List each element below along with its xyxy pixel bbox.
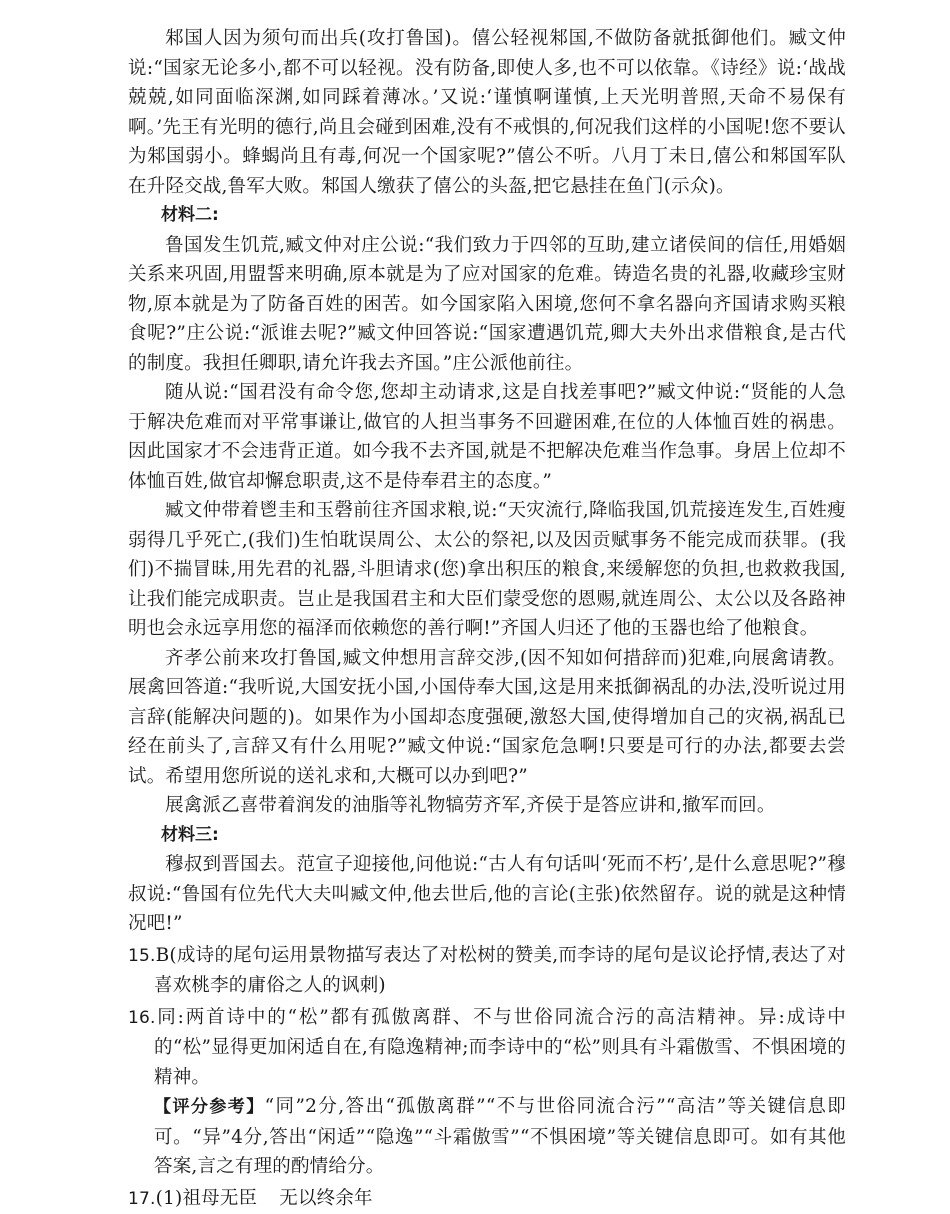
scoring-reference-text: “同”2分,答出“孤傲离群”“不与世俗同流合污”“高洁”等关键信息即可。“异”4分,答出“闲适”“隐逸”“斗霜傲雪”“不惧困境”等关键信息即可。如有其他答案,言之有理的酌情给分。 <box>154 1096 846 1177</box>
answer-17-number: 17. <box>128 1189 156 1209</box>
answer-17-part1: (1)祖母无臣 <box>156 1188 258 1209</box>
material3-paragraph-1: 穆叔到晋国去。范宣子迎接他,问他说:“古人有句话叫‘死而不朽’,是什么意思呢?”穆叔说:“鲁国有位先代大夫叫臧文仲,他去世后,他的言论(主张)依然留存。说的就是这种情况吧!” <box>128 850 846 939</box>
answer-16-scoring <box>128 1092 846 1182</box>
answer-16 <box>128 1003 846 1182</box>
answer-17 <box>128 1184 846 1214</box>
answer-16-number: 16. <box>128 1008 156 1028</box>
answer-15-text: B(成诗的尾句运用景物描写表达了对松树的赞美,而李诗的尾句是议论抒情,表达了对喜欢桃李的庸俗之人的讽刺) <box>154 945 846 997</box>
answer-17-part2: 无以终余年 <box>279 1188 373 1209</box>
material3-heading: 材料三: <box>128 821 846 851</box>
scoring-reference-label: 【评分参考】 <box>154 1097 265 1117</box>
material2-paragraph-3: 臧文仲带着鬯圭和玉磬前往齐国求粮,说:“天灾流行,降临我国,饥荒接连发生,百姓瘦弱得几乎死亡,(我们)生怕耽误周公、太公的祭祀,以及因贡赋事务不能完成而获罪。(我们)不揣冒昧,用先君的礼器,斗胆请求(您)拿出积压的粮食,来缓解您的负担,也救救我国,让我们能完成职责。岂止是我国君主和大臣们蒙受您的恩赐,就连周公、太公以及各路神明也会永远享用您的福泽而依赖您的善行啊!”齐国人归还了他的玉器也给了他粮食。 <box>128 496 846 644</box>
answer-15-number: 15. <box>128 946 156 966</box>
material2-paragraph-2: 随从说:“国君没有命令您,您却主动请求,这是自找差事吧?”臧文仲说:“贤能的人急于解决危难而对平常事谦让,做官的人担当事务不回避困难,在位的人体恤百姓的祸患。因此国家才不会违背正道。如今我不去齐国,就是不把解决危难当作急事。身居上位却不体恤百姓,做官却懈怠职责,这不是侍奉君主的态度。” <box>128 378 846 496</box>
material1-tail-paragraph: 邾国人因为须句而出兵(攻打鲁国)。僖公轻视邾国,不做防备就抵御他们。臧文仲说:“国家无论多小,都不可以轻视。没有防备,即使人多,也不可以依靠。《诗经》说:‘战战兢兢,如同面临深渊,如同踩着薄冰。’又说:‘谨慎啊谨慎,上天光明普照,天命不易保有啊。’先王有光明的德行,尚且会碰到困难,没有不戒惧的,何况我们这样的小国呢!您不要认为邾国弱小。蜂蝎尚且有毒,何况一个国家呢?”僖公不听。八月丁未日,僖公和邾国军队在升陉交战,鲁军大败。邾国人缴获了僖公的头盔,把它悬挂在鱼门(示众)。 <box>128 24 846 201</box>
material2-paragraph-5: 展禽派乙喜带着润发的油脂等礼物犒劳齐军,齐侯于是答应讲和,撤军而回。 <box>128 791 846 821</box>
material2-paragraph-1: 鲁国发生饥荒,臧文仲对庄公说:“我们致力于四邻的互助,建立诸侯间的信任,用婚姻关系来巩固,用盟誓来明确,原本就是为了应对国家的危难。铸造名贵的礼器,收藏珍宝财物,原本就是为了防备百姓的困苦。如今国家陷入困境,您何不拿名器向齐国请求购买粮食呢?”庄公说:“派谁去呢?”臧文仲回答说:“国家遭遇饥荒,卿大夫外出求借粮食,是古代的制度。我担任卿职,请允许我去齐国。”庄公派他前往。 <box>128 231 846 379</box>
answer-16-text: 同:两首诗中的“松”都有孤傲离群、不与世俗同流合污的高洁精神。异:成诗中的“松”显得更加闲适自在,有隐逸精神;而李诗中的“松”则具有斗霜傲雪、不惧困境的精神。 <box>154 1007 846 1088</box>
material2-paragraph-4: 齐孝公前来攻打鲁国,臧文仲想用言辞交涉,(因不知如何措辞而)犯难,向展禽请教。展禽回答道:“我听说,大国安抚小国,小国侍奉大国,这是用来抵御祸乱的办法,没听说过用言辞(能解决问题的)。如果作为小国却态度强硬,激怒大国,使得增加自己的灾祸,祸乱已经在前头了,言辞又有什么用呢?”臧文仲说:“国家危急啊!只要是可行的办法,都要去尝试。希望用您所说的送礼求和,大概可以办到吧?” <box>128 644 846 792</box>
answer-15 <box>128 941 846 1001</box>
material2-heading: 材料二: <box>128 201 846 231</box>
